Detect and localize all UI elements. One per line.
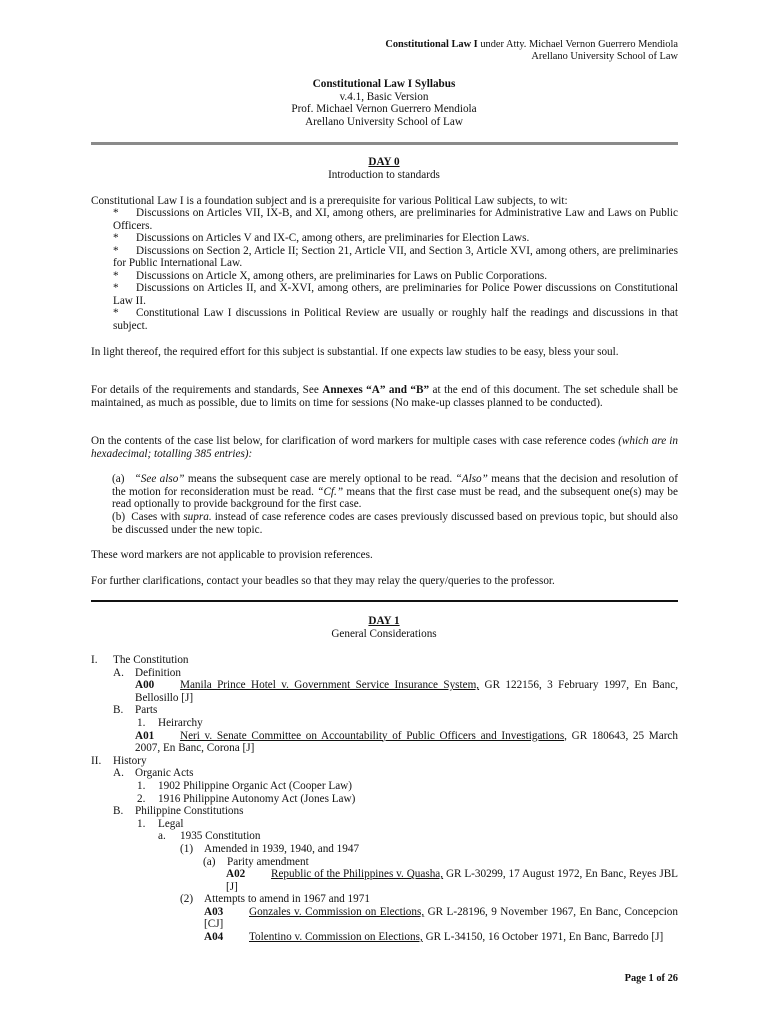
- case-citation: [204, 906, 678, 931]
- outline-item: [91, 654, 678, 667]
- outline-text: The Constitution: [113, 654, 189, 666]
- outline-item: [91, 818, 678, 831]
- outline-number: 1.: [137, 779, 146, 792]
- outline-item: [91, 717, 678, 730]
- marker-text: means that the first case must be read, and the subsequent one(s) may be read optionally to provide background for the first case.: [112, 485, 678, 511]
- outline-number: 1.: [137, 716, 146, 729]
- case-citation: [135, 679, 678, 704]
- marker-text: instead of case reference codes are cases previously discussed based on previous topic, but should also be discussed under the new topic.: [112, 511, 678, 536]
- case-details: GR 180643, 25 March 2007, En Banc, Corona [J]: [135, 729, 678, 755]
- outline-item: [91, 893, 678, 906]
- day0-label: DAY 0: [368, 156, 400, 168]
- outline-text: Attempts to amend in 1967 and 1971: [204, 893, 370, 906]
- contents-text: On the contents of the case list below, for clarification of word markers for multiple cases with case reference codes: [91, 435, 619, 447]
- details-text: For details of the requirements and standards, See: [91, 384, 323, 396]
- marker-term: “Also”: [455, 473, 488, 485]
- outline-number: (2): [180, 893, 194, 906]
- outline-item: [91, 767, 678, 780]
- outline-item: [91, 704, 678, 717]
- case-code: A02: [226, 868, 246, 881]
- header-instructor: under Atty. Michael Vernon Guerrero Mendiola: [477, 39, 678, 50]
- list-item: [91, 207, 678, 232]
- case-citation: [204, 931, 678, 944]
- outline-text: Organic Acts: [135, 767, 194, 780]
- outline-item: [91, 667, 678, 680]
- outline-text: Philippine Constitutions: [135, 805, 244, 818]
- header-course-title: Constitutional Law I: [385, 39, 478, 50]
- day1-subtitle: General Considerations: [331, 627, 437, 640]
- bullet-mark: *: [113, 244, 119, 257]
- outline-text: History: [113, 754, 147, 767]
- bullet-mark: *: [113, 232, 119, 244]
- outline-text: Heirarchy: [158, 716, 203, 729]
- running-header: [385, 39, 678, 64]
- outline-item: [91, 830, 678, 843]
- outline-number: (1): [180, 842, 194, 855]
- outline-text: Parts: [135, 704, 158, 717]
- case-code: A01: [135, 729, 155, 742]
- title-block: [0, 78, 768, 128]
- outline-item: [91, 793, 678, 806]
- day0-subtitle: Introduction to standards: [328, 168, 440, 181]
- outline-number: B.: [113, 805, 124, 818]
- outline-number: II.: [91, 754, 102, 767]
- marker-text: means that the decision and resolution of the motion for reconsideration must be read.: [112, 473, 678, 498]
- outline-item: [91, 856, 678, 869]
- section-divider: [91, 142, 678, 145]
- outline-number: 1.: [137, 817, 146, 830]
- case-title: Gonzales v. Commission on Elections,: [249, 905, 425, 918]
- marker-term: “See also”: [134, 473, 185, 485]
- page-number: Page 1 of 26: [624, 973, 678, 984]
- outline-number: A.: [113, 666, 124, 679]
- list-item: [91, 270, 678, 283]
- case-code: A03: [204, 905, 224, 918]
- case-entry: [91, 906, 678, 931]
- outline-number: A.: [113, 767, 124, 780]
- outline-number: 2.: [137, 792, 146, 805]
- outline-item: [91, 780, 678, 793]
- case-details: GR 122156, 3 February 1997, En Banc, Bellosillo [J]: [135, 679, 678, 704]
- list-item-text: Discussions on Articles V and IX-C, among others, are preliminaries for Election Laws.: [136, 232, 530, 244]
- case-details: GR L-34150, 16 October 1971, En Banc, Barredo [J]: [422, 931, 664, 944]
- outline-number: I.: [91, 654, 98, 666]
- marker-a-paragraph: [112, 473, 678, 511]
- bullet-mark: *: [113, 207, 119, 219]
- list-item-text: Constitutional Law I discussions in Political Review are usually or roughly half the readings and discussions in that subject.: [113, 307, 678, 332]
- list-item-text: Discussions on Section 2, Article II; Section 21, Article VII, and Section 3, Article XVI, among others, are preliminaries for Public International Law.: [113, 244, 678, 270]
- outline-text: 1916 Philippine Autonomy Act (Jones Law): [158, 792, 356, 805]
- outline-text: 1902 Philippine Organic Act (Cooper Law): [158, 779, 352, 792]
- annexes-reference: Annexes “A” and “B”: [322, 384, 430, 396]
- marker-term: supra.: [183, 511, 212, 523]
- outline-number: (a): [203, 855, 216, 868]
- case-title: Neri v. Senate Committee on Accountability of Public Officers and Investigations,: [180, 729, 567, 742]
- marker-term: “Cf.”: [317, 485, 344, 498]
- outline-number: a.: [158, 830, 166, 843]
- syllabus-title: Constitutional Law I Syllabus: [312, 78, 456, 90]
- day0-heading: [0, 156, 768, 181]
- details-text: at the end of this document. The set schedule shall be maintained, as much as possible, due to limits on time for sessions (No make-up classes planned to be conducted).: [91, 384, 678, 409]
- outline-text: Legal: [158, 817, 184, 830]
- syllabus-professor: Prof. Michael Vernon Guerrero Mendiola: [291, 103, 477, 116]
- marker-text: (a): [112, 473, 135, 485]
- case-code: A04: [204, 931, 224, 944]
- outline-text: 1935 Constitution: [180, 830, 261, 843]
- bullet-mark: *: [113, 282, 119, 295]
- outline-text: Amended in 1939, 1940, and 1947: [204, 842, 360, 855]
- day1-outline: [91, 654, 678, 956]
- day1-label: DAY 1: [368, 615, 400, 627]
- syllabus-version: v.4.1, Basic Version: [339, 90, 429, 103]
- case-title: Tolentino v. Commission on Elections,: [249, 931, 423, 944]
- case-entry: [91, 679, 678, 704]
- effort-paragraph: In light thereof, the required effort for this subject is substantial. If one expects law studies to be easy, bless your soul.: [91, 346, 619, 358]
- case-details: GR L-28196, 9 November 1967, En Banc, Concepcion [CJ]: [204, 905, 678, 931]
- list-item: [91, 245, 678, 270]
- bullet-mark: *: [113, 269, 119, 282]
- outline-text: Definition: [135, 666, 181, 679]
- day1-heading: [0, 615, 768, 640]
- list-item-text: Discussions on Article X, among others, are preliminaries for Laws on Public Corporations.: [136, 269, 548, 282]
- case-title: Republic of the Philippines v. Quasha,: [271, 868, 444, 881]
- case-citation: [135, 730, 678, 755]
- outline-item: [91, 843, 678, 856]
- marker-text: (b) Cases with: [112, 511, 184, 523]
- outline-text: Parity amendment: [227, 855, 309, 868]
- case-title: Manila Prince Hotel v. Government Service Insurance System,: [180, 679, 480, 692]
- header-school: Arellano University School of Law: [531, 51, 678, 63]
- prerequisite-list: [91, 207, 678, 332]
- case-code: A00: [135, 679, 155, 692]
- marker-text: means the subsequent case are merely optional to be read.: [184, 473, 456, 485]
- case-details: GR L-30299, 17 August 1972, En Banc, Reyes JBL [J]: [226, 868, 678, 893]
- details-paragraph: [91, 384, 678, 409]
- syllabus-school: Arellano University School of Law: [305, 115, 463, 128]
- outline-number: B.: [113, 704, 124, 717]
- day0-intro: Constitutional Law I is a foundation subject and is a prerequisite for various Political Law subjects, to wit:: [91, 195, 568, 207]
- case-entry: [91, 931, 678, 956]
- list-item-text: Discussions on Articles VII, IX-B, and XI, among others, are preliminaries for Administrative Law and Laws on Public Officers.: [113, 207, 678, 232]
- list-item: [91, 282, 678, 307]
- case-entry: [91, 730, 678, 755]
- list-item: [91, 307, 678, 332]
- outline-item: [91, 755, 678, 768]
- not-applicable-note: These word markers are not applicable to provision references.: [91, 549, 373, 561]
- section-divider: [91, 600, 678, 602]
- contents-paragraph: [91, 435, 678, 460]
- marker-b-paragraph: [112, 511, 678, 536]
- list-item-text: Discussions on Articles II, and X-XVI, among others, are preliminaries for Police Power discussions on Constitutional Law II.: [113, 282, 678, 307]
- list-item: [91, 232, 678, 245]
- further-clarifications: For further clarifications, contact your beadles so that they may relay the query/queries to the professor.: [91, 575, 555, 587]
- case-entry: [91, 868, 678, 893]
- contents-note: (which are in hexadecimal; totalling 385 entries):: [91, 435, 679, 460]
- case-citation: [226, 868, 678, 893]
- outline-item: [91, 805, 678, 818]
- bullet-mark: *: [113, 307, 119, 320]
